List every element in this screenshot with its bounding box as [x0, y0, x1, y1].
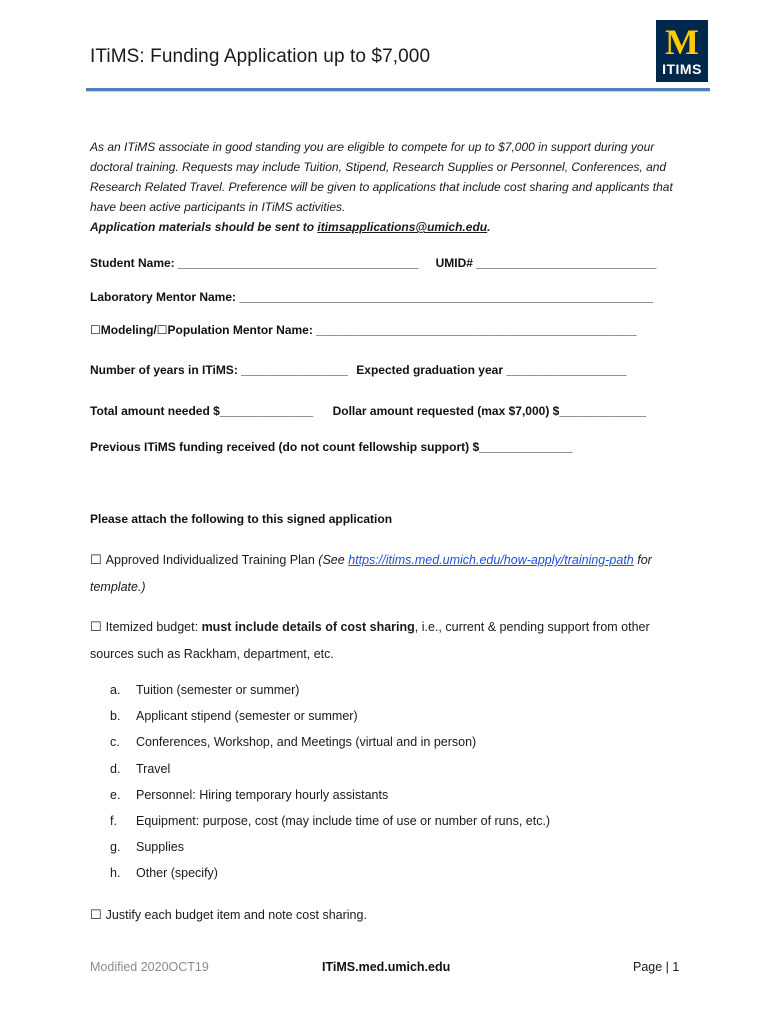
requested-amount-field[interactable]: Dollar amount requested (max $7,000) $_____________ [332, 404, 647, 418]
checkbox-icon[interactable]: ☐ [90, 552, 102, 567]
list-item-text: Tuition (semester or summer) [136, 683, 300, 697]
list-item [110, 683, 550, 709]
logo-text: ITIMS [662, 61, 702, 77]
total-amount-field[interactable]: Total amount needed $______________ [90, 404, 314, 418]
list-item-text: Conferences, Workshop, and Meetings (virtual and in person) [136, 735, 477, 750]
footer-site: ITiMS.med.umich.edu [322, 960, 451, 974]
footer-page-number: Page | 1 [633, 960, 680, 974]
page-title: ITiMS: Funding Application up to $7,000 [90, 46, 431, 67]
previous-funding-field[interactable]: Previous ITiMS funding received (do not count fellowship support) $______________ [90, 440, 573, 454]
years-line [90, 363, 626, 377]
list-item-text: Applicant stipend (semester or summer) [136, 709, 358, 724]
training-plan-see: (See [318, 553, 349, 567]
send-prefix: Application materials should be sent to [90, 220, 318, 234]
justify-text: Justify each budget item and note cost sharing. [105, 908, 367, 922]
list-item-text: Other (specify) [136, 866, 218, 881]
justify-item [90, 901, 690, 929]
student-name-field[interactable]: Student Name: ____________________________________ [90, 256, 419, 270]
umid-field[interactable]: UMID# ___________________________ [435, 256, 657, 270]
header-rule [86, 88, 710, 92]
training-path-link[interactable]: https://itims.med.umich.edu/how-apply/training-path [348, 553, 634, 567]
lab-mentor-field[interactable]: Laboratory Mentor Name: ______________________________________________________________ [90, 290, 654, 304]
training-plan-text: Approved Individualized Training Plan [105, 553, 319, 567]
list-item-text: Personnel: Hiring temporary hourly assistants [136, 787, 389, 802]
list-item-text: Supplies [136, 840, 184, 855]
logo-block-m: M [665, 22, 699, 62]
training-plan-tail: for template.) [90, 553, 652, 594]
list-marker: c. [110, 735, 120, 750]
send-suffix: . [487, 220, 491, 234]
list-marker: b. [110, 709, 121, 724]
budget-item [90, 613, 690, 668]
list-item [110, 814, 550, 840]
list-item-text: Equipment: purpose, cost (may include time of use or number of runs, etc.) [136, 813, 551, 828]
list-item [110, 788, 550, 814]
years-field[interactable]: Number of years in ITiMS: ________________ [90, 363, 348, 377]
email-link[interactable]: itimsapplications@umich.edu [317, 220, 488, 234]
footer-modified: Modified 2020OCT19 [90, 960, 209, 974]
list-marker: d. [110, 761, 121, 776]
itims-logo [656, 20, 708, 82]
checkbox-icon[interactable]: ☐ [90, 907, 102, 922]
training-plan-item [90, 546, 690, 601]
list-item [110, 709, 550, 735]
budget-tail: , i.e., current & pending support from other sources such as Rackham, department, etc. [90, 620, 650, 661]
list-marker: a. [110, 683, 121, 697]
budget-bold: must include details of cost sharing [201, 620, 415, 634]
attachments-heading: Please attach the following to this signed application [90, 512, 393, 526]
list-item [110, 840, 550, 866]
send-instructions [90, 220, 490, 234]
list-marker: e. [110, 787, 121, 802]
list-marker: g. [110, 840, 121, 855]
list-item [110, 735, 550, 761]
intro-paragraph [90, 137, 690, 237]
amount-line [90, 404, 646, 418]
list-item-text: Travel [136, 761, 171, 776]
budget-text: Itemized budget: [105, 620, 202, 634]
list-marker: h. [110, 866, 121, 881]
budget-sublist [110, 683, 550, 893]
list-item [110, 866, 550, 892]
checkbox-icon[interactable]: ☐ [90, 619, 102, 634]
intro-text: As an ITiMS associate in good standing you are eligible to compete for up to $7,000 in support during your doctoral training. Requests may include Tuition, Stipend, Research Supplies or Personnel, Conferences, and Research Related Travel. Preference will be given to applications that include cost sharing and applicants that have been active participants in ITiMS activities. [90, 140, 673, 214]
list-marker: f. [110, 813, 117, 828]
mentor-type-field[interactable]: ☐Modeling/☐Population Mentor Name: ________________________________________________ [90, 323, 637, 337]
list-item [110, 762, 550, 788]
grad-year-field[interactable]: Expected graduation year __________________ [356, 363, 627, 377]
student-info-line [90, 256, 656, 270]
